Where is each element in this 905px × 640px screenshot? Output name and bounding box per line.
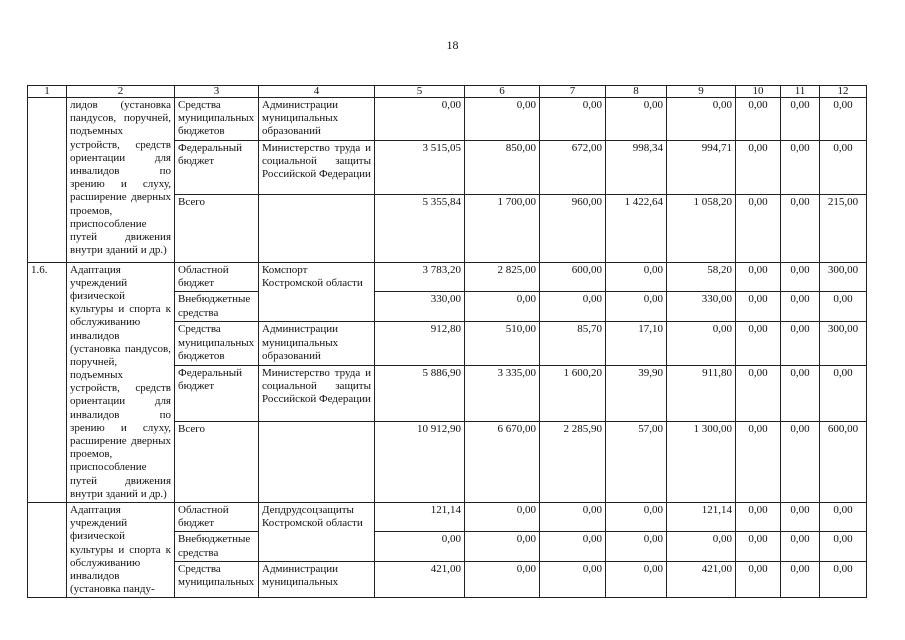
value-year: 672,00: [540, 140, 606, 194]
value-year: 0,00: [820, 292, 867, 322]
value-year: 300,00: [820, 322, 867, 365]
column-number: 4: [259, 86, 375, 98]
executor: Министерство труда и социальной защиты Российской Федерации: [259, 140, 375, 194]
value-year: 0,00: [736, 322, 781, 365]
funding-source: Всего: [175, 421, 259, 502]
value-year: 0,00: [540, 98, 606, 141]
value-year: 421,00: [667, 562, 736, 598]
value-year: 0,00: [781, 292, 820, 322]
value-year: 0,00: [820, 365, 867, 421]
value-year: 600,00: [540, 262, 606, 292]
value-year: 330,00: [667, 292, 736, 322]
value-year: 1 600,20: [540, 365, 606, 421]
column-number: 7: [540, 86, 606, 98]
value-year: 0,00: [736, 502, 781, 532]
value-year: 0,00: [736, 194, 781, 262]
page-number: 18: [446, 38, 459, 52]
table-row: [28, 262, 867, 292]
budget-table: [27, 85, 867, 598]
value-year: 6 670,00: [465, 421, 540, 502]
executor: Администрации муниципальных: [259, 562, 375, 598]
value-year: 0,00: [820, 140, 867, 194]
executor: Комспорт Костромской области: [259, 262, 375, 322]
item-number-cell: [28, 502, 67, 597]
column-number: 2: [67, 86, 175, 98]
value-year: 0,00: [781, 365, 820, 421]
value-total: 5 886,90: [375, 365, 465, 421]
value-year: 0,00: [606, 262, 667, 292]
value-year: 994,71: [667, 140, 736, 194]
value-year: 1 422,64: [606, 194, 667, 262]
value-year: 300,00: [820, 262, 867, 292]
funding-source: Областной бюджет: [175, 502, 259, 532]
funding-source: Внебюджетные средства: [175, 532, 259, 562]
value-total: 912,80: [375, 322, 465, 365]
funding-source: Средства муниципальных бюджетов: [175, 98, 259, 141]
executor: Администрации муниципальных образований: [259, 98, 375, 141]
value-year: 1 058,20: [667, 194, 736, 262]
value-total: 10 912,90: [375, 421, 465, 502]
funding-source: Всего: [175, 194, 259, 262]
value-year: 0,00: [781, 140, 820, 194]
value-year: 0,00: [736, 262, 781, 292]
value-year: 0,00: [781, 194, 820, 262]
funding-source: Федеральный бюджет: [175, 365, 259, 421]
value-year: 0,00: [540, 292, 606, 322]
value-total: 3 515,05: [375, 140, 465, 194]
value-year: 1 700,00: [465, 194, 540, 262]
value-year: 0,00: [820, 532, 867, 562]
value-year: 0,00: [736, 292, 781, 322]
value-year: 0,00: [736, 562, 781, 598]
column-number: 3: [175, 86, 259, 98]
value-year: 0,00: [781, 98, 820, 141]
value-year: 0,00: [667, 532, 736, 562]
value-total: 421,00: [375, 562, 465, 598]
value-year: 0,00: [606, 98, 667, 141]
value-year: 510,00: [465, 322, 540, 365]
column-numbers-row: [28, 86, 867, 98]
value-year: 0,00: [820, 562, 867, 598]
executor: [259, 421, 375, 502]
value-year: 215,00: [820, 194, 867, 262]
value-year: 0,00: [606, 532, 667, 562]
executor: Администрации муниципальных образований: [259, 322, 375, 365]
executor: Министерство труда и социальной защиты Российской Федерации: [259, 365, 375, 421]
value-year: 121,14: [667, 502, 736, 532]
value-year: 0,00: [606, 562, 667, 598]
executor: Депдрудсоцзащиты Костромской области: [259, 502, 375, 561]
value-year: 2 285,90: [540, 421, 606, 502]
value-year: 0,00: [781, 562, 820, 598]
column-number: 9: [667, 86, 736, 98]
value-year: 0,00: [736, 532, 781, 562]
value-year: 58,20: [667, 262, 736, 292]
column-number: 10: [736, 86, 781, 98]
value-year: 2 825,00: [465, 262, 540, 292]
value-year: 0,00: [820, 502, 867, 532]
funding-source: Средства муниципальных бюджетов: [175, 322, 259, 365]
value-year: 0,00: [606, 502, 667, 532]
value-year: 600,00: [820, 421, 867, 502]
value-year: 0,00: [781, 502, 820, 532]
value-total: 330,00: [375, 292, 465, 322]
value-year: 39,90: [606, 365, 667, 421]
value-year: 0,00: [736, 140, 781, 194]
measure-description: Адаптация учреждений физической культуры и спорта к обслуживанию инвалидов (установка пандусов, поручней, подъемных устройств, средств ориентации для инвалидов по зрению и слуху, расширение дверных проемов, приспособление путей движения внутри зданий и др.): [67, 262, 175, 502]
table-row: [28, 502, 867, 532]
value-year: 0,00: [465, 292, 540, 322]
value-year: 0,00: [540, 502, 606, 532]
funding-source: Средства муниципальных: [175, 562, 259, 598]
value-year: 3 335,00: [465, 365, 540, 421]
value-year: 0,00: [736, 365, 781, 421]
value-year: 0,00: [667, 98, 736, 141]
value-year: 0,00: [820, 98, 867, 141]
value-year: 0,00: [606, 292, 667, 322]
value-year: 1 300,00: [667, 421, 736, 502]
value-year: 998,34: [606, 140, 667, 194]
value-year: 0,00: [465, 562, 540, 598]
value-year: 0,00: [736, 421, 781, 502]
value-year: 85,70: [540, 322, 606, 365]
column-number: 1: [28, 86, 67, 98]
funding-source: Внебюджетные средства: [175, 292, 259, 322]
value-total: 0,00: [375, 98, 465, 141]
funding-source: Федеральный бюджет: [175, 140, 259, 194]
measure-description: лидов (установка пандусов, поручней, подъемных устройств, средств ориентации для инвалидов по зрению и слуху, расширение дверных проемов, приспособление путей движения внутри зданий и др.): [67, 98, 175, 263]
value-year: 17,10: [606, 322, 667, 365]
value-year: 0,00: [781, 532, 820, 562]
item-number-cell: [28, 98, 67, 263]
value-year: 0,00: [465, 98, 540, 141]
value-year: 0,00: [465, 502, 540, 532]
executor: [259, 194, 375, 262]
value-total: 121,14: [375, 502, 465, 532]
item-number-cell: 1.6.: [28, 262, 67, 502]
value-year: 57,00: [606, 421, 667, 502]
table-row: [28, 98, 867, 141]
column-number: 11: [781, 86, 820, 98]
column-number: 6: [465, 86, 540, 98]
value-total: 0,00: [375, 532, 465, 562]
value-year: 0,00: [465, 532, 540, 562]
value-year: 911,80: [667, 365, 736, 421]
value-year: 0,00: [781, 421, 820, 502]
value-year: 0,00: [667, 322, 736, 365]
value-year: 0,00: [540, 562, 606, 598]
column-number: 5: [375, 86, 465, 98]
value-year: 0,00: [540, 532, 606, 562]
funding-source: Областной бюджет: [175, 262, 259, 292]
value-total: 3 783,20: [375, 262, 465, 292]
column-number: 8: [606, 86, 667, 98]
value-year: 960,00: [540, 194, 606, 262]
measure-description: Адаптация учреждений физической культуры и спорта к обслуживанию инвалидов (установка панду-: [67, 502, 175, 597]
value-year: 0,00: [781, 262, 820, 292]
value-total: 5 355,84: [375, 194, 465, 262]
column-number: 12: [820, 86, 867, 98]
value-year: 850,00: [465, 140, 540, 194]
value-year: 0,00: [781, 322, 820, 365]
value-year: 0,00: [736, 98, 781, 141]
